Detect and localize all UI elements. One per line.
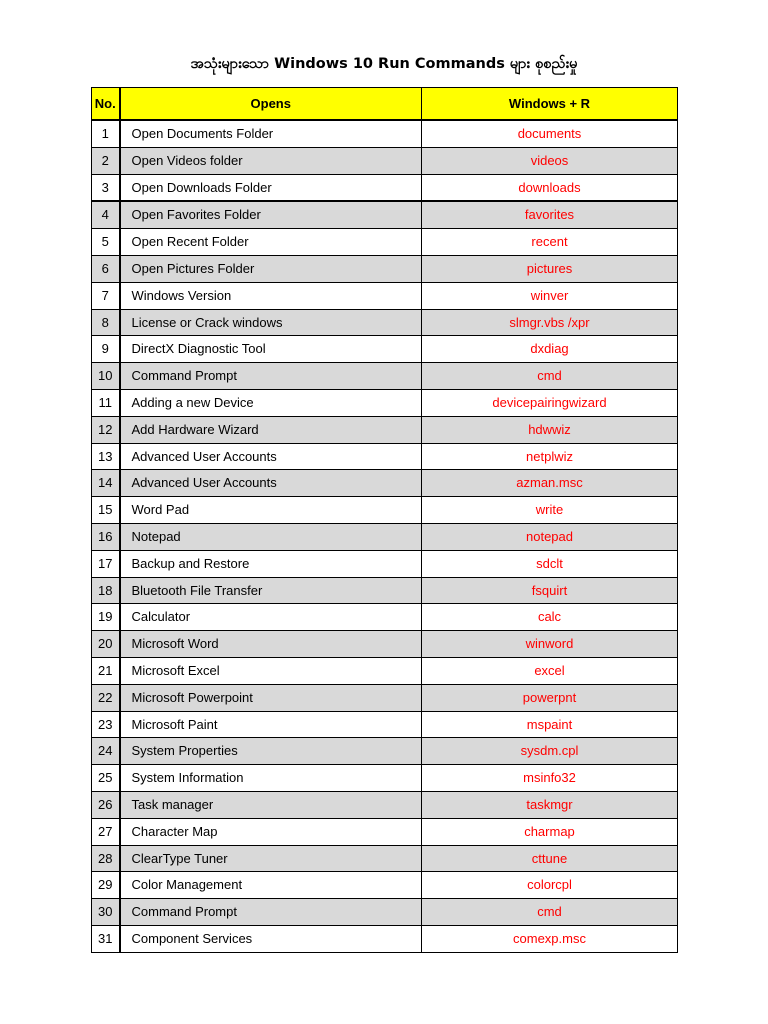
table-row — [92, 416, 678, 443]
table-row — [92, 363, 678, 390]
row-number: 27 — [92, 818, 120, 845]
row-number: 20 — [92, 631, 120, 658]
table-row — [92, 201, 678, 228]
row-command: taskmgr — [422, 791, 678, 818]
row-number: 21 — [92, 657, 120, 684]
row-command: dxdiag — [422, 336, 678, 363]
row-number: 24 — [92, 738, 120, 765]
row-command: azman.msc — [422, 470, 678, 497]
row-opens: Open Documents Folder — [120, 120, 422, 147]
row-number: 11 — [92, 389, 120, 416]
row-number: 17 — [92, 550, 120, 577]
table-row — [92, 523, 678, 550]
row-opens: Adding a new Device — [120, 389, 422, 416]
row-number: 15 — [92, 497, 120, 524]
row-opens: Component Services — [120, 925, 422, 952]
row-opens: Microsoft Paint — [120, 711, 422, 738]
table-header — [92, 88, 678, 121]
table-row — [92, 470, 678, 497]
row-number: 7 — [92, 282, 120, 309]
table-row — [92, 550, 678, 577]
table-body — [92, 120, 678, 952]
row-command: devicepairingwizard — [422, 389, 678, 416]
table-row — [92, 309, 678, 336]
table-row — [92, 791, 678, 818]
table-row — [92, 577, 678, 604]
table-row — [92, 229, 678, 256]
row-number: 30 — [92, 899, 120, 926]
row-opens: Command Prompt — [120, 899, 422, 926]
row-number: 1 — [92, 120, 120, 147]
row-command: calc — [422, 604, 678, 631]
row-number: 10 — [92, 363, 120, 390]
row-opens: Calculator — [120, 604, 422, 631]
row-opens: Command Prompt — [120, 363, 422, 390]
row-command: videos — [422, 147, 678, 174]
row-number: 13 — [92, 443, 120, 470]
table-row — [92, 765, 678, 792]
table-row — [92, 818, 678, 845]
row-opens: Backup and Restore — [120, 550, 422, 577]
header-opens: Opens — [120, 88, 422, 121]
row-command: comexp.msc — [422, 925, 678, 952]
row-opens: Color Management — [120, 872, 422, 899]
row-number: 26 — [92, 791, 120, 818]
row-command: documents — [422, 120, 678, 147]
row-opens: Windows Version — [120, 282, 422, 309]
table-row — [92, 389, 678, 416]
table-row — [92, 845, 678, 872]
row-number: 31 — [92, 925, 120, 952]
row-command: cmd — [422, 363, 678, 390]
row-opens: Bluetooth File Transfer — [120, 577, 422, 604]
row-number: 5 — [92, 229, 120, 256]
row-opens: Microsoft Word — [120, 631, 422, 658]
row-command: charmap — [422, 818, 678, 845]
row-command: downloads — [422, 174, 678, 201]
row-command: msinfo32 — [422, 765, 678, 792]
row-opens: Notepad — [120, 523, 422, 550]
row-number: 25 — [92, 765, 120, 792]
table-row — [92, 282, 678, 309]
row-number: 16 — [92, 523, 120, 550]
table-row — [92, 120, 678, 147]
row-number: 29 — [92, 872, 120, 899]
row-opens: Microsoft Excel — [120, 657, 422, 684]
row-opens: License or Crack windows — [120, 309, 422, 336]
row-command: write — [422, 497, 678, 524]
row-command: sysdm.cpl — [422, 738, 678, 765]
row-opens: Microsoft Powerpoint — [120, 684, 422, 711]
row-command: netplwiz — [422, 443, 678, 470]
row-opens: System Information — [120, 765, 422, 792]
row-number: 12 — [92, 416, 120, 443]
table-row — [92, 684, 678, 711]
row-command: mspaint — [422, 711, 678, 738]
row-command: sdclt — [422, 550, 678, 577]
table-row — [92, 899, 678, 926]
row-command: slmgr.vbs /xpr — [422, 309, 678, 336]
row-opens: DirectX Diagnostic Tool — [120, 336, 422, 363]
row-number: 28 — [92, 845, 120, 872]
row-number: 22 — [92, 684, 120, 711]
table-row — [92, 497, 678, 524]
table-row — [92, 711, 678, 738]
row-command: favorites — [422, 201, 678, 228]
row-command: colorcpl — [422, 872, 678, 899]
row-number: 3 — [92, 174, 120, 201]
row-opens: Open Videos folder — [120, 147, 422, 174]
row-command: cttune — [422, 845, 678, 872]
row-command: excel — [422, 657, 678, 684]
row-opens: ClearType Tuner — [120, 845, 422, 872]
table-row — [92, 147, 678, 174]
table-row — [92, 657, 678, 684]
row-number: 14 — [92, 470, 120, 497]
table-row — [92, 872, 678, 899]
row-number: 8 — [92, 309, 120, 336]
row-command: cmd — [422, 899, 678, 926]
row-number: 9 — [92, 336, 120, 363]
row-opens: Open Recent Folder — [120, 229, 422, 256]
table-row — [92, 336, 678, 363]
table-row — [92, 604, 678, 631]
row-number: 18 — [92, 577, 120, 604]
row-opens: Advanced User Accounts — [120, 470, 422, 497]
table-row — [92, 255, 678, 282]
row-opens: Open Pictures Folder — [120, 255, 422, 282]
row-opens: Word Pad — [120, 497, 422, 524]
row-command: recent — [422, 229, 678, 256]
row-command: pictures — [422, 255, 678, 282]
row-opens: Advanced User Accounts — [120, 443, 422, 470]
row-command: winver — [422, 282, 678, 309]
row-opens: System Properties — [120, 738, 422, 765]
row-number: 2 — [92, 147, 120, 174]
table-row — [92, 174, 678, 201]
table-row — [92, 925, 678, 952]
row-command: winword — [422, 631, 678, 658]
row-number: 23 — [92, 711, 120, 738]
row-opens: Open Downloads Folder — [120, 174, 422, 201]
page-title: အသုံးများသော Windows 10 Run Commands များ စုစည်းမှု — [190, 56, 578, 72]
row-command: hdwwiz — [422, 416, 678, 443]
run-commands-table — [91, 87, 678, 953]
table-row — [92, 631, 678, 658]
row-command: notepad — [422, 523, 678, 550]
table-row — [92, 738, 678, 765]
row-opens: Task manager — [120, 791, 422, 818]
row-command: fsquirt — [422, 577, 678, 604]
row-number: 4 — [92, 201, 120, 228]
row-opens: Add Hardware Wizard — [120, 416, 422, 443]
header-run: Windows + R — [422, 88, 678, 121]
row-number: 6 — [92, 255, 120, 282]
header-no: No. — [92, 88, 120, 121]
row-number: 19 — [92, 604, 120, 631]
row-command: powerpnt — [422, 684, 678, 711]
row-opens: Open Favorites Folder — [120, 201, 422, 228]
row-opens: Character Map — [120, 818, 422, 845]
header-row — [92, 88, 678, 121]
table-row — [92, 443, 678, 470]
